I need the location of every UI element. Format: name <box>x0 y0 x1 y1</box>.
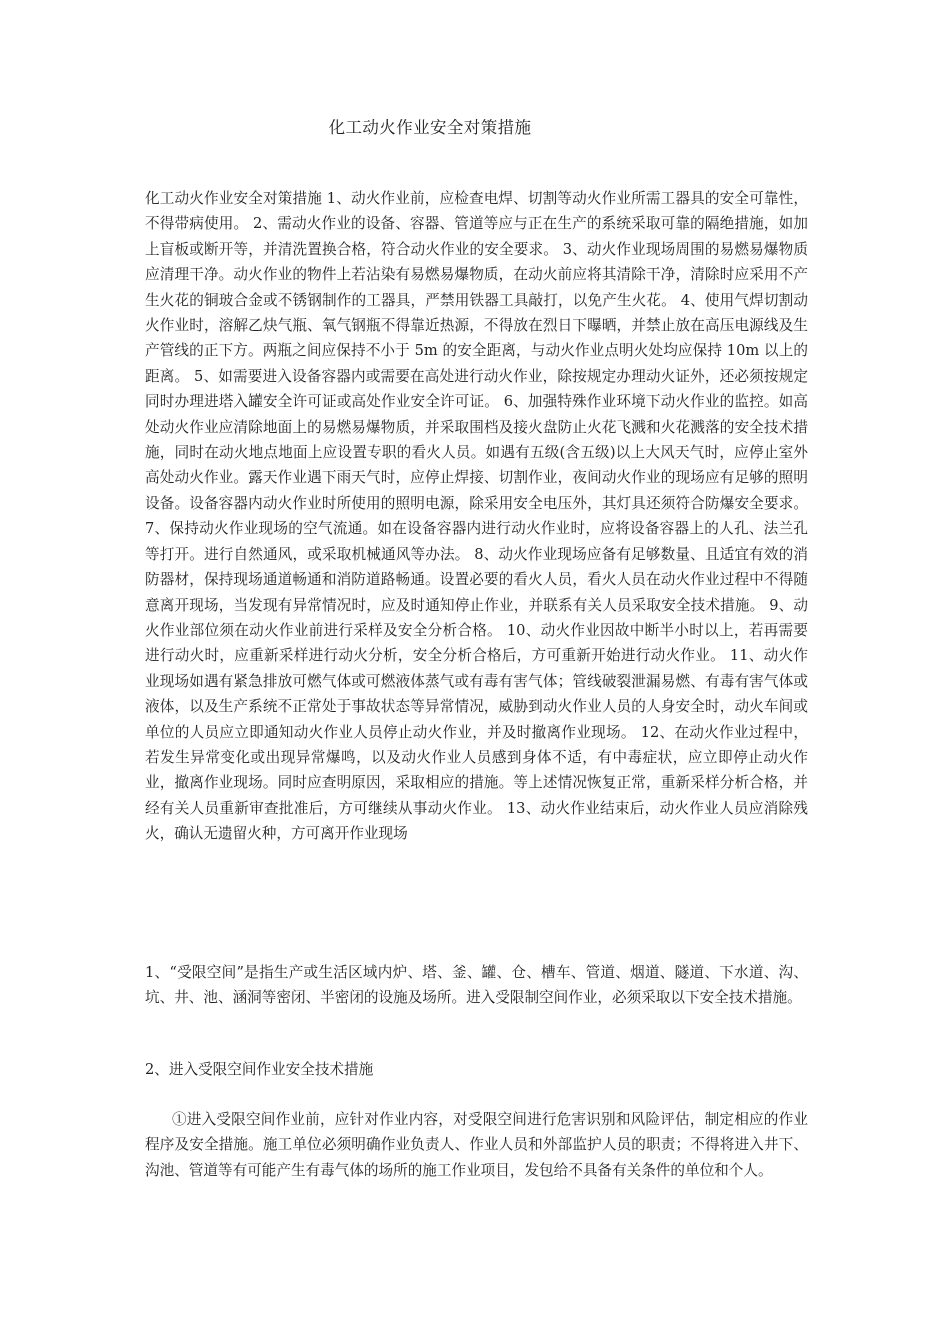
paragraph-confined-space-heading: 2、进入受限空间作业安全技术措施 <box>145 1061 374 1078</box>
document-title: 化工动火作业安全对策措施 <box>328 118 532 137</box>
paragraph-hot-work-measures: 化工动火作业安全对策措施 1、动火作业前，应检查电焊、切割等动火作业所需工器具的安全可靠性，不得带病使用。 2、需动火作业的设备、容器、管道等应与正在生产的系统采取可靠的隔绝措施，如加上盲板或断开等，并清洗置换合格，符合动火作业的安全要求。 3、动火作业现场周围的易燃易爆物质应清理干净。动火作业的物件上若沾染有易燃易爆物质，在动火前应将其清除干净，清除时应采用不产生火花的铜玻合金或不锈钢制作的工器具，严禁用铁器工具敲打，以免产生火花。 4、使用气焊切割动火作业时，溶解乙炔气瓶、氧气钢瓶不得靠近热源，不得放在烈日下曝晒，并禁止放在高压电源线及生产管线的正下方。两瓶之间应保持不小于 5m 的安全距离，与动火作业点明火处均应保持 10m 以上的距离。 5、如需要进入设备容器内或需要在高处进行动火作业，除按规定办理动火证外，还必须按规定同时办理进塔入罐安全许可证或高处作业安全许可证。 6、加强特殊作业环境下动火作业的监控。如高处动火作业应清除地面上的易燃易爆物质，并采取围档及接火盘防止火花飞溅和火花溅落的安全技术措施，同时在动火地点地面上应设置专职的看火人员。如遇有五级(含五级)以上大风天气时，应停止室外高处动火作业。露天作业遇下雨天气时，应停止焊接、切割作业，夜间动火作业的现场应有足够的照明设备。设备容器内动火作业时所使用的照明电源，除采用安全电压外，其灯具还须符合防爆安全要求。 7、保持动火作业现场的空气流通。如在设备容器内进行动火作业时，应将设备容器上的人孔、法兰孔等打开。进行自然通风，或采取机械通风等办法。 8、动火作业现场应备有足够数量、且适宜有效的消防器材，保持现场通道畅通和消防道路畅通。设置必要的看火人员，看火人员在动火作业过程中不得随意离开现场，当发现有异常情况时，应及时通知停止作业，并联系有关人员采取安全技术措施。 9、动火作业部位须在动火作业前进行采样及安全分析合格。 10、动火作业因故中断半小时以上，若再需要进行动火时，应重新采样进行动火分析，安全分析合格后，方可重新开始进行动火作业。 11、动火作业现场如遇有紧急排放可燃气体或可燃液体蒸气或有毒有害气体；管线破裂泄漏易燃、有毒有害气体或液体，以及生产系统不正常处于事故状态等异常情况，威胁到动火作业人员的人身安全时，动火车间或单位的人员应立即通知动火作业人员停止动火作业，并及时撤离作业现场。 12、在动火作业过程中，若发生异常变化或出现异常爆鸣，以及动火作业人员感到身体不适，有中毒症状，应立即停止动火作业，撤离作业现场。同时应查明原因，采取相应的措施。等上述情况恢复正常，重新采样分析合格，并经有关人员重新审查批准后，方可继续从事动火作业。 13、动火作业结束后，动火作业人员应消除残火，确认无遗留火种，方可离开作业现场 <box>145 190 808 843</box>
paragraph-confined-space-measure-1: ①进入受限空间作业前，应针对作业内容，对受限空间进行危害识别和风险评估，制定相应的作业程序及安全措施。施工单位必须明确作业负责人、作业人员和外部监护人员的职责；不得将进入井下、沟池、管道等有可能产生有毒气体的场所的施工作业项目，发包给不具备有关条件的单位和个人。 <box>145 1111 808 1179</box>
paragraph-confined-space-definition: 1、“受限空间”是指生产或生活区域内炉、塔、釜、罐、仓、槽车、管道、烟道、隧道、下水道、沟、坑、井、池、涵洞等密闭、半密闭的设施及场所。进入受限制空间作业，必须采取以下安全技术措施。 <box>145 964 808 1007</box>
